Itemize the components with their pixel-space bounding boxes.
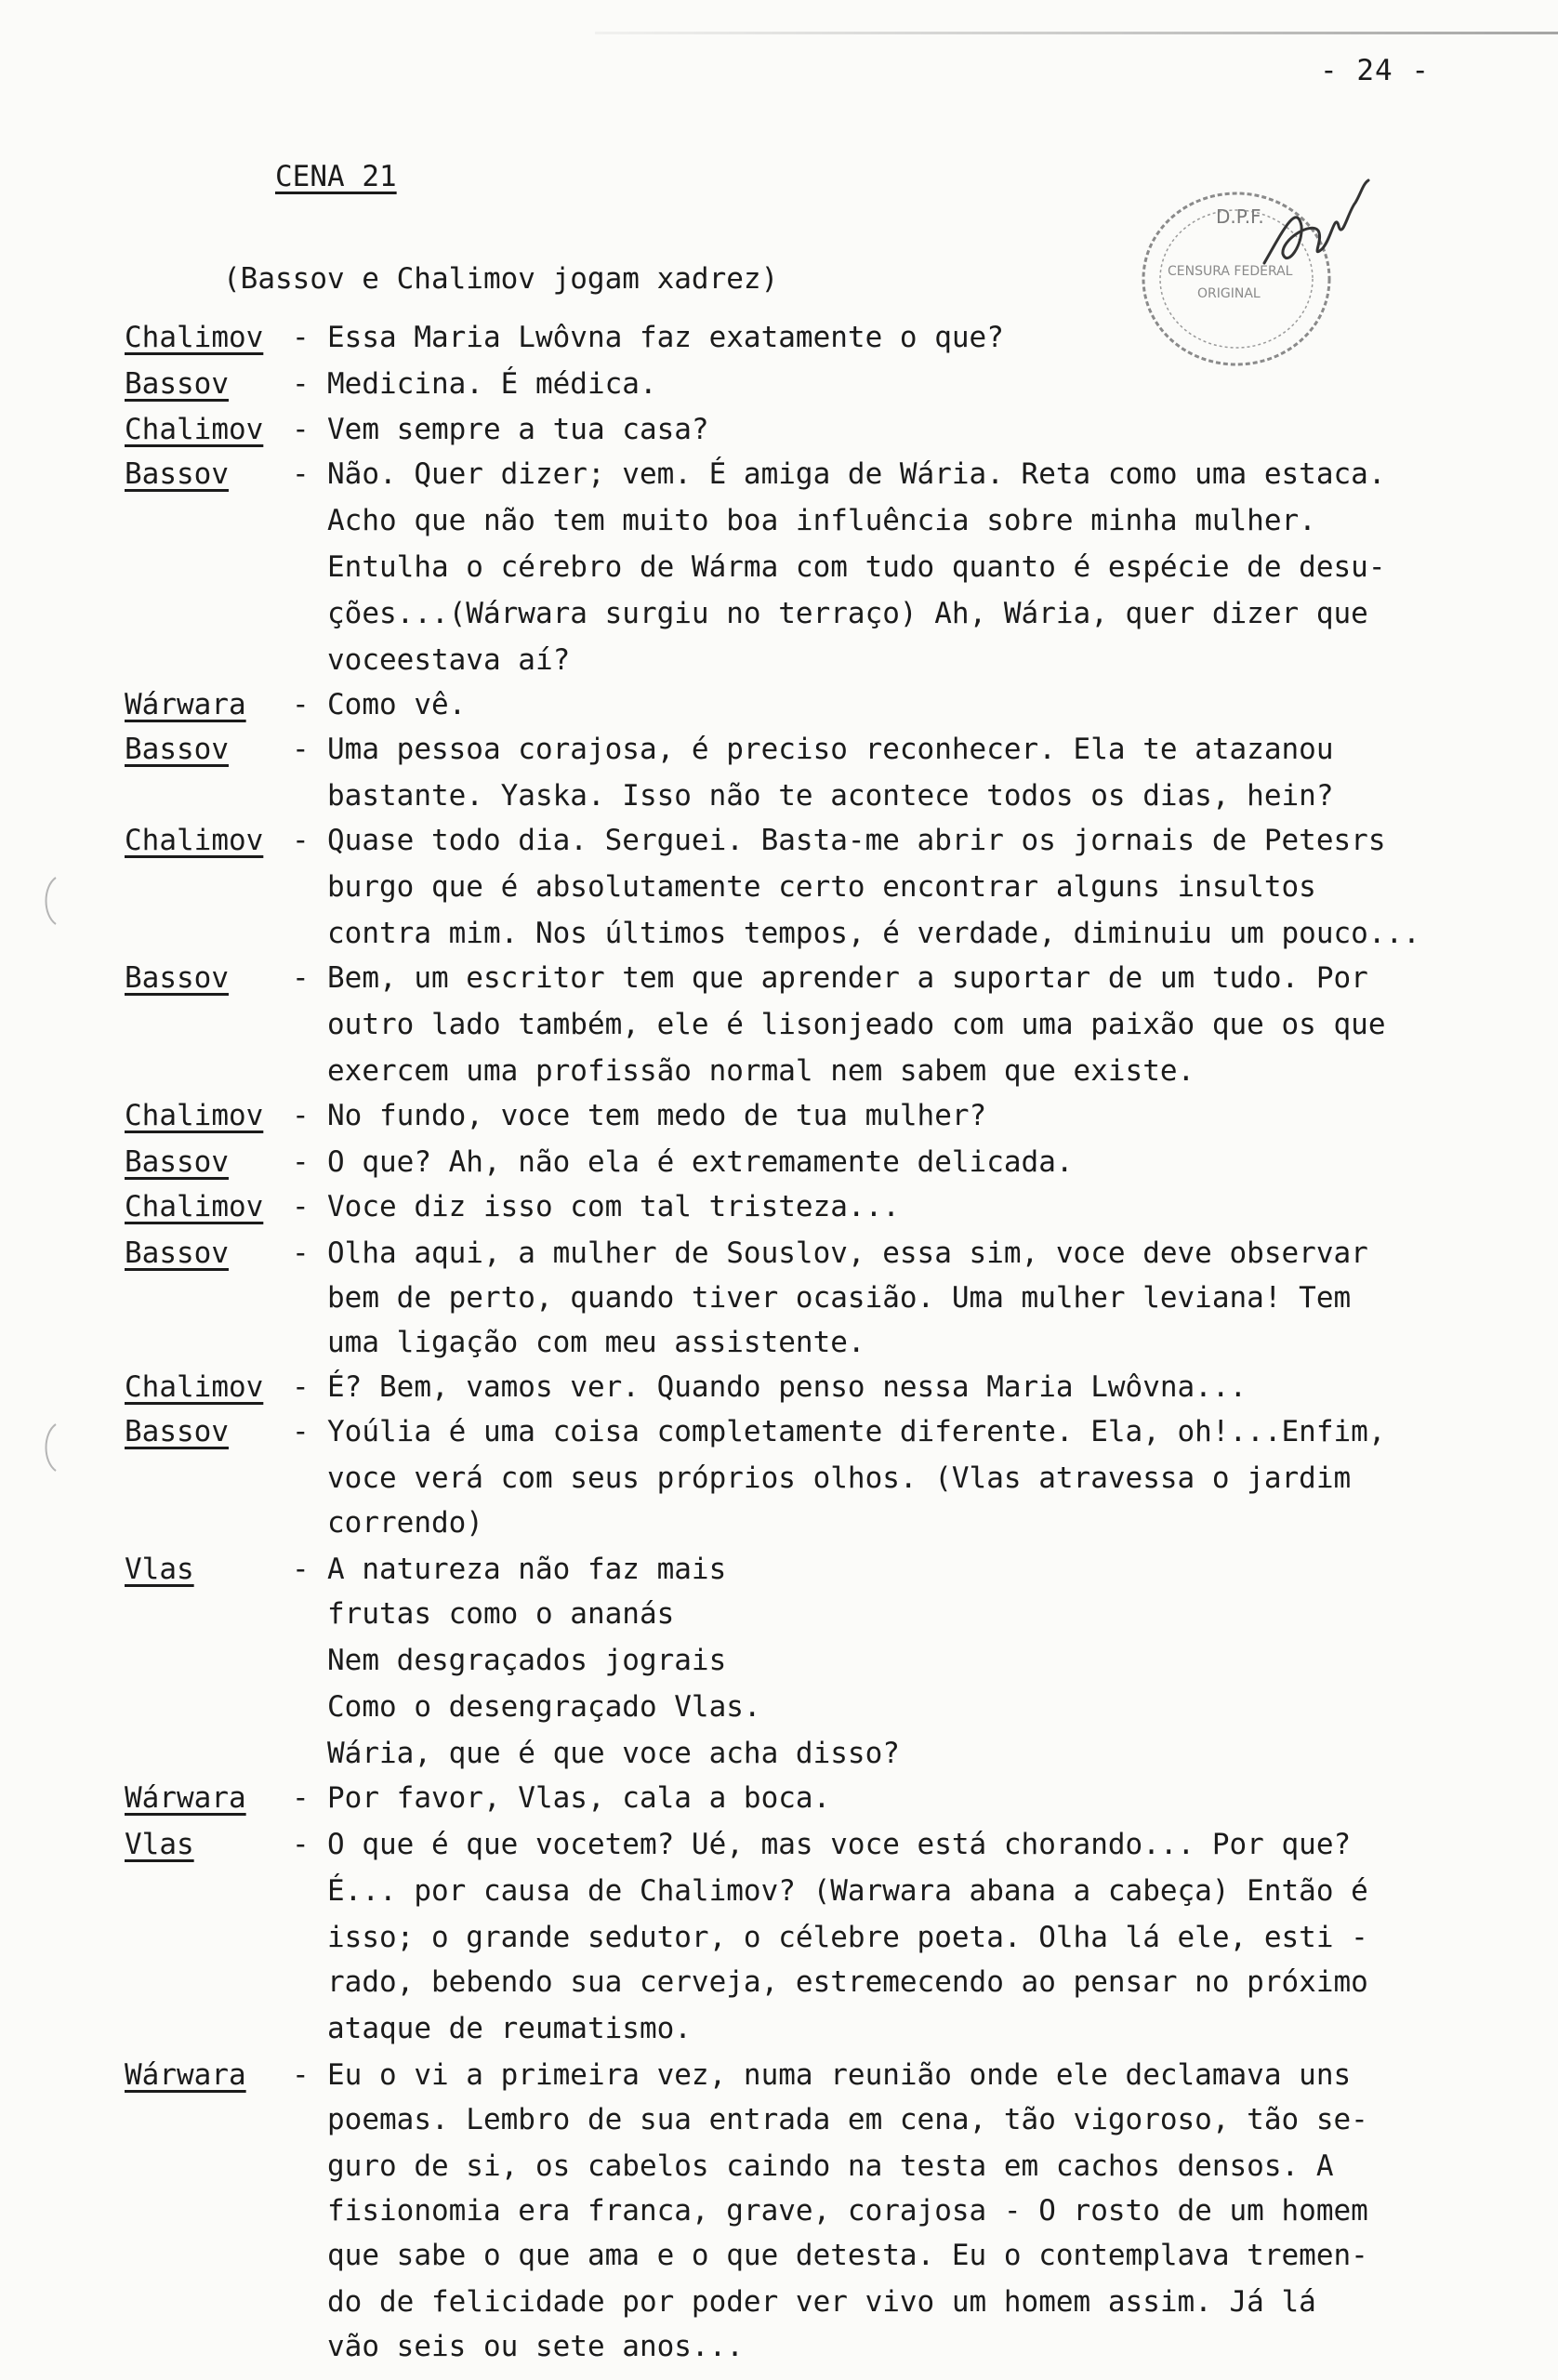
speaker-name: Bassov (125, 367, 229, 401)
dialogue-text: Quase todo dia. Serguei. Basta-me abrir os jornais de Petesrs (327, 824, 1386, 857)
speaker-name: Wárwara (125, 688, 246, 721)
dialogue-text: contra mim. Nos últimos tempos, é verdade, diminuiu um pouco... (327, 917, 1420, 950)
dialogue-text: Essa Maria Lwôvna faz exatamente o que? (327, 321, 1004, 354)
speaker-name: Bassov (125, 1415, 229, 1448)
dialogue-text: ções...(Wárwara surgiu no terraço) Ah, Wária, quer dizer que (327, 597, 1368, 630)
dialogue-text: Olha aqui, a mulher de Souslov, essa sim, voce deve observar (327, 1236, 1368, 1270)
dialogue-text: isso; o grande sedutor, o célebre poeta. Olha lá ele, esti - (327, 1921, 1368, 1954)
speaker-name: Vlas (125, 1553, 194, 1586)
margin-punch-hole-mark (41, 874, 59, 928)
dialogue-text: Acho que não tem muito boa influência sobre minha mulher. (327, 504, 1316, 537)
dialogue-text: vão seis ou sete anos... (327, 2330, 744, 2363)
dialogue-dash: - (292, 733, 310, 766)
dialogue-text: Como o desengraçado Vlas. (327, 1690, 761, 1724)
dialogue-text: bem de perto, quando tiver ocasião. Uma mulher leviana! Tem (327, 1281, 1352, 1315)
stamp-signature (1246, 175, 1376, 286)
top-scan-edge-line (595, 32, 1558, 34)
dialogue-text: exercem uma profissão normal nem sabem que existe. (327, 1054, 1195, 1088)
stamp-bottom-text: ORIGINAL (1197, 286, 1261, 301)
dialogue-text: Como vê. (327, 688, 467, 721)
dialogue-text: Yoúlia é uma coisa completamente diferente. Ela, oh!...Enfim, (327, 1415, 1386, 1448)
dialogue-text: É? Bem, vamos ver. Quando penso nessa Maria Lwôvna... (327, 1370, 1248, 1404)
dialogue-text: Vem sempre a tua casa? (327, 413, 709, 446)
speaker-name: Chalimov (125, 824, 264, 857)
stage-direction: (Bassov e Chalimov jogam xadrez) (223, 262, 779, 296)
dialogue-dash: - (292, 1828, 310, 1861)
dialogue-text: Nem desgraçados jograis (327, 1644, 727, 1677)
stamp-middle-text: CENSURA FEDERAL (1168, 264, 1293, 279)
dialogue-text: Por favor, Vlas, cala a boca. (327, 1781, 831, 1815)
stamp-top-text: D.P.F. (1216, 205, 1264, 228)
dialogue-text: Entulha o cérebro de Wárma com tudo quanto é espécie de desu- (327, 550, 1386, 584)
dialogue-text: burgo que é absolutamente certo encontrar alguns insultos (327, 870, 1316, 904)
dialogue-text: frutas como o ananás (327, 1597, 675, 1631)
dialogue-dash: - (292, 1145, 310, 1179)
speaker-name: Chalimov (125, 321, 264, 354)
dialogue-text: Bem, um escritor tem que aprender a suportar de um tudo. Por (327, 961, 1368, 995)
speaker-name: Bassov (125, 733, 229, 766)
speaker-name: Bassov (125, 1145, 229, 1179)
dialogue-text: O que é que vocetem? Ué, mas voce está chorando... Por que? (327, 1828, 1352, 1861)
dialogue-text: A natureza não faz mais (327, 1553, 727, 1586)
speaker-name: Bassov (125, 1236, 229, 1270)
dialogue-text: bastante. Yaska. Isso não te acontece todos os dias, hein? (327, 779, 1334, 813)
dialogue-dash: - (292, 1553, 310, 1586)
dialogue-text: Medicina. É médica. (327, 367, 657, 401)
scene-title: CENA 21 (275, 160, 397, 193)
speaker-name: Bassov (125, 457, 229, 491)
dialogue-dash: - (292, 413, 310, 446)
dialogue-text: Eu o vi a primeira vez, numa reunião onde ele declamava uns (327, 2058, 1352, 2092)
dialogue-text: uma ligação com meu assistente. (327, 1326, 865, 1359)
dialogue-dash: - (292, 688, 310, 721)
speaker-name: Wárwara (125, 1781, 246, 1815)
dialogue-dash: - (292, 1370, 310, 1404)
dialogue-dash: - (292, 457, 310, 491)
speaker-name: Chalimov (125, 413, 264, 446)
dialogue-text: poemas. Lembro de sua entrada em cena, tão vigoroso, tão se- (327, 2103, 1368, 2136)
dialogue-text: O que? Ah, não ela é extremamente delicada. (327, 1145, 1074, 1179)
dialogue-dash: - (292, 1781, 310, 1815)
dialogue-text: fisionomia era franca, grave, corajosa - O rosto de um homem (327, 2194, 1368, 2228)
dialogue-text: Wária, que é que voce acha disso? (327, 1737, 900, 1770)
dialogue-dash: - (292, 961, 310, 995)
dialogue-text: No fundo, voce tem medo de tua mulher? (327, 1099, 987, 1132)
dialogue-text: outro lado também, ele é lisonjeado com uma paixão que os que (327, 1008, 1386, 1041)
dialogue-dash: - (292, 321, 310, 354)
dialogue-text: do de felicidade por poder ver vivo um homem assim. Já lá (327, 2285, 1316, 2319)
dialogue-text: Não. Quer dizer; vem. É amiga de Wária. Reta como uma estaca. (327, 457, 1386, 491)
margin-punch-hole-mark (41, 1421, 59, 1474)
dialogue-text: Voce diz isso com tal tristeza... (327, 1190, 900, 1223)
speaker-name: Vlas (125, 1828, 194, 1861)
dialogue-text: que sabe o que ama e o que detesta. Eu o contemplava tremen- (327, 2239, 1368, 2272)
dialogue-text: ataque de reumatismo. (327, 2012, 692, 2045)
dialogue-text: Uma pessoa corajosa, é preciso reconhecer. Ela te atazanou (327, 733, 1334, 766)
dialogue-text: rado, bebendo sua cerveja, estremecendo ao pensar no próximo (327, 1965, 1368, 1999)
dialogue-dash: - (292, 367, 310, 401)
dialogue-text: É... por causa de Chalimov? (Warwara abana a cabeça) Então é (327, 1874, 1368, 1908)
dialogue-dash: - (292, 1236, 310, 1270)
dialogue-dash: - (292, 824, 310, 857)
speaker-name: Chalimov (125, 1099, 264, 1132)
speaker-name: Chalimov (125, 1370, 264, 1404)
speaker-name: Chalimov (125, 1190, 264, 1223)
dialogue-text: correndo) (327, 1506, 483, 1540)
speaker-name: Wárwara (125, 2058, 246, 2092)
dialogue-dash: - (292, 1099, 310, 1132)
dialogue-text: voce verá com seus próprios olhos. (Vlas atravessa o jardim (327, 1461, 1352, 1495)
dialogue-dash: - (292, 1190, 310, 1223)
page-number: - 24 - (1320, 54, 1430, 87)
speaker-name: Bassov (125, 961, 229, 995)
dialogue-dash: - (292, 2058, 310, 2092)
dialogue-dash: - (292, 1415, 310, 1448)
dialogue-text: guro de si, os cabelos caindo na testa em cachos densos. A (327, 2149, 1334, 2183)
dialogue-text: voceestava aí? (327, 643, 571, 677)
